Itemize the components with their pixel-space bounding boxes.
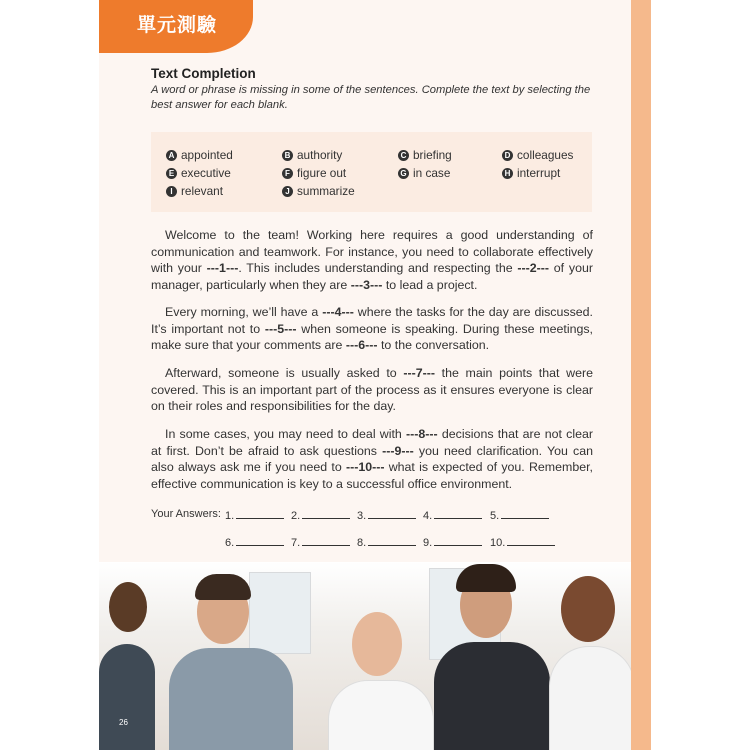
passage-text: In some cases, you may need to deal with xyxy=(165,427,407,441)
answer-number: 1. xyxy=(225,510,235,522)
answer-line[interactable] xyxy=(368,535,416,546)
option-i xyxy=(166,184,223,198)
passage-text: when someone is speaking. During these meetings, make sure that your comments are xyxy=(151,321,593,352)
option-word: colleagues xyxy=(517,148,574,162)
page-edge-stripe xyxy=(631,0,651,750)
answer-line[interactable] xyxy=(236,508,284,519)
option-g xyxy=(398,166,450,180)
blank-4: ---4--- xyxy=(322,305,354,319)
blank-8: ---8--- xyxy=(406,427,438,441)
answer-line[interactable] xyxy=(501,508,549,519)
passage-text: to the conversation. xyxy=(377,338,490,352)
answer-line[interactable] xyxy=(434,535,482,546)
answer-slot-5[interactable] xyxy=(490,508,549,522)
passage-text: Afterward, someone is usually asked to xyxy=(165,366,404,380)
passage-text: . This includes understanding and respecting the xyxy=(238,261,518,275)
person-suit-man xyxy=(434,562,554,750)
answer-line[interactable] xyxy=(434,508,482,519)
answer-slot-4[interactable] xyxy=(423,508,482,522)
person-head xyxy=(561,576,615,642)
person-hair xyxy=(195,574,251,600)
answer-number: 10. xyxy=(490,537,506,549)
textbook-page xyxy=(99,0,651,750)
option-word: relevant xyxy=(181,184,223,198)
option-c xyxy=(398,148,452,162)
answer-slot-2[interactable] xyxy=(291,508,350,522)
blank-2: ---2--- xyxy=(517,261,550,275)
option-word: figure out xyxy=(297,166,347,180)
option-letter: H xyxy=(502,168,513,179)
person-body xyxy=(99,644,155,750)
answer-slot-6[interactable] xyxy=(225,535,284,549)
option-word: authority xyxy=(297,148,343,162)
passage-text: Welcome to the team! Working here requires a good understanding of communication and teamwork. For instance, you need to collaborate effectively with your xyxy=(151,228,593,275)
option-word: executive xyxy=(181,166,231,180)
answer-line[interactable] xyxy=(507,535,555,546)
blank-9: ---9--- xyxy=(382,443,414,458)
answer-number: 6. xyxy=(225,537,235,549)
page-number: 26 xyxy=(119,718,128,727)
person-left-edge xyxy=(99,562,159,750)
option-word: appointed xyxy=(181,148,233,162)
option-j xyxy=(282,184,355,198)
answer-number: 2. xyxy=(291,510,301,522)
passage-text: the main points that were covered. This is an important part of the process as it ensures everyone is clear on their roles and responsibilities for the day. xyxy=(151,366,593,413)
option-word: briefing xyxy=(413,148,452,162)
passage-paragraph-1 xyxy=(151,227,593,293)
option-letter: D xyxy=(502,150,513,161)
answer-slot-8[interactable] xyxy=(357,535,416,549)
banner-title: 單元測驗 xyxy=(137,15,218,36)
option-d xyxy=(502,148,573,162)
exercise-heading: Text Completion xyxy=(151,66,256,81)
answer-line[interactable] xyxy=(302,508,350,519)
person-body xyxy=(434,642,550,750)
option-a xyxy=(166,148,233,162)
blank-7: ---7--- xyxy=(403,366,435,380)
answer-slot-1[interactable] xyxy=(225,508,284,522)
answer-number: 4. xyxy=(423,510,433,522)
person-hair xyxy=(456,564,516,592)
answer-line[interactable] xyxy=(368,508,416,519)
person-body xyxy=(549,646,631,750)
passage-text: decisions that are not clear at first. Don’t be afraid to ask questions xyxy=(151,427,593,458)
person-body xyxy=(328,680,434,750)
option-word: in case xyxy=(413,166,451,180)
option-b xyxy=(282,148,342,162)
option-word: interrupt xyxy=(517,166,561,180)
answer-slot-7[interactable] xyxy=(291,535,350,549)
option-e xyxy=(166,166,231,180)
answers-label: Your Answers: xyxy=(151,508,221,520)
answer-number: 5. xyxy=(490,510,500,522)
person-glasses-man xyxy=(169,562,299,750)
option-letter: A xyxy=(166,150,177,161)
answer-number: 9. xyxy=(423,537,433,549)
person-smiling-woman xyxy=(324,602,434,750)
option-letter: J xyxy=(282,186,293,197)
passage-text: of your manager, particularly when they are xyxy=(151,261,593,292)
person-curly-woman xyxy=(539,562,631,750)
answer-slot-3[interactable] xyxy=(357,508,416,522)
passage-text: what is expected of you. Remember, effective communication is key to a successful office environment. xyxy=(151,460,594,491)
option-letter: G xyxy=(398,168,409,179)
person-body xyxy=(169,648,293,750)
person-head xyxy=(352,612,402,676)
passage-text: Every morning, we’ll have a xyxy=(165,305,323,319)
passage-text: you need clarification. You can also always ask me if you need to xyxy=(151,443,593,474)
answer-slot-9[interactable] xyxy=(423,535,482,549)
passage-text: to lead a project. xyxy=(382,277,478,292)
passage-paragraph-4 xyxy=(151,426,593,492)
option-letter: B xyxy=(282,150,293,161)
blank-6: ---6--- xyxy=(345,338,378,352)
passage-paragraph-2 xyxy=(151,304,593,354)
blank-1: ---1--- xyxy=(206,261,239,275)
option-letter: C xyxy=(398,150,409,161)
blank-3: ---3--- xyxy=(350,277,383,292)
option-letter: F xyxy=(282,168,293,179)
option-word: summarize xyxy=(297,184,355,198)
exercise-instructions: A word or phrase is missing in some of the sentences. Complete the text by selecting the best answer for each blank. xyxy=(151,84,591,111)
answer-number: 3. xyxy=(357,510,367,522)
person-head xyxy=(109,582,147,632)
section-banner xyxy=(99,0,253,53)
option-h xyxy=(502,166,560,180)
word-bank xyxy=(151,132,592,212)
answer-line[interactable] xyxy=(302,535,350,546)
team-applause-photo xyxy=(99,562,631,750)
option-letter: E xyxy=(166,168,177,179)
passage-paragraph-3 xyxy=(151,365,593,415)
answer-number: 8. xyxy=(357,537,367,549)
option-f xyxy=(282,166,346,180)
blank-5: ---5--- xyxy=(264,321,297,336)
answer-slot-10[interactable] xyxy=(490,535,555,549)
answer-line[interactable] xyxy=(236,535,284,546)
answer-number: 7. xyxy=(291,537,301,549)
passage-text: where the tasks for the day are discussed. It’s important not to xyxy=(151,305,593,336)
option-letter: I xyxy=(166,186,177,197)
blank-10: ---10--- xyxy=(345,460,385,474)
